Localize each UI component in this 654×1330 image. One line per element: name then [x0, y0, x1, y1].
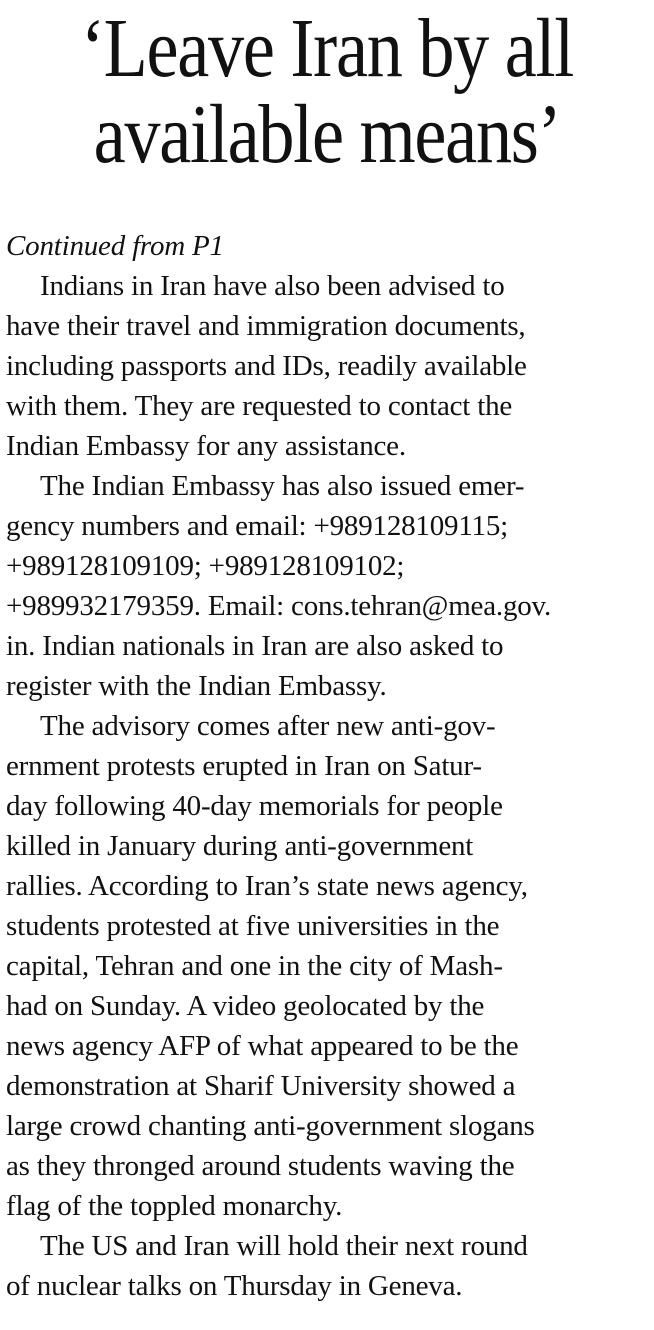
paragraph: [6, 706, 648, 1226]
paragraph-line: had on Sunday. A video geolocated by the: [6, 990, 485, 1022]
paragraph-line: register with the Indian Embassy.: [6, 670, 387, 702]
paragraph-line: The advisory comes after new anti-gov-: [40, 710, 496, 742]
continued-from-label: Continued from P1: [6, 230, 224, 262]
paragraph-line: flag of the toppled monarchy.: [6, 1190, 343, 1222]
paragraph-line: day following 40-day memorials for people: [6, 790, 503, 822]
paragraph-line: with them. They are requested to contact the: [6, 390, 513, 422]
paragraph-line: gency numbers and email: +989128109115;: [6, 510, 508, 542]
paragraph-line: including passports and IDs, readily available: [6, 350, 527, 382]
paragraph-line: The US and Iran will hold their next round: [40, 1230, 528, 1262]
paragraph-line: +989128109109; +989128109102;: [6, 550, 405, 582]
paragraph-line: ernment protests erupted in Iran on Satur-: [6, 750, 482, 782]
paragraph-line: Indian Embassy for any assistance.: [6, 430, 406, 462]
paragraph-line: have their travel and immigration documents,: [6, 310, 526, 342]
paragraph-line: +989932179359. Email: cons.tehran@mea.gov.: [6, 590, 552, 622]
paragraph-line: rallies. According to Iran’s state news agency,: [6, 870, 528, 902]
paragraph: [6, 266, 648, 466]
paragraph-line: large crowd chanting anti-government slogans: [6, 1110, 535, 1142]
paragraph-line: Indians in Iran have also been advised to: [40, 270, 505, 302]
paragraph-line: capital, Tehran and one in the city of Mash-: [6, 950, 503, 982]
headline-line: available means’: [93, 88, 561, 181]
paragraph-line: The Indian Embassy has also issued emer-: [40, 470, 525, 502]
paragraph: [6, 1226, 648, 1306]
paragraph-line: news agency AFP of what appeared to be the: [6, 1030, 519, 1062]
headline: [51, 0, 603, 181]
paragraph-line: killed in January during anti-government: [6, 830, 474, 862]
paragraph-line: of nuclear talks on Thursday in Geneva.: [6, 1270, 463, 1302]
paragraph-line: demonstration at Sharif University showed a: [6, 1070, 516, 1102]
paragraph-line: in. Indian nationals in Iran are also asked to: [6, 630, 504, 662]
paragraph: [6, 466, 648, 706]
paragraph-line: as they thronged around students waving the: [6, 1150, 515, 1182]
paragraph-line: students protested at five universities in the: [6, 910, 500, 942]
article-body: [6, 226, 648, 1306]
headline-line: ‘Leave Iran by all: [80, 2, 574, 95]
